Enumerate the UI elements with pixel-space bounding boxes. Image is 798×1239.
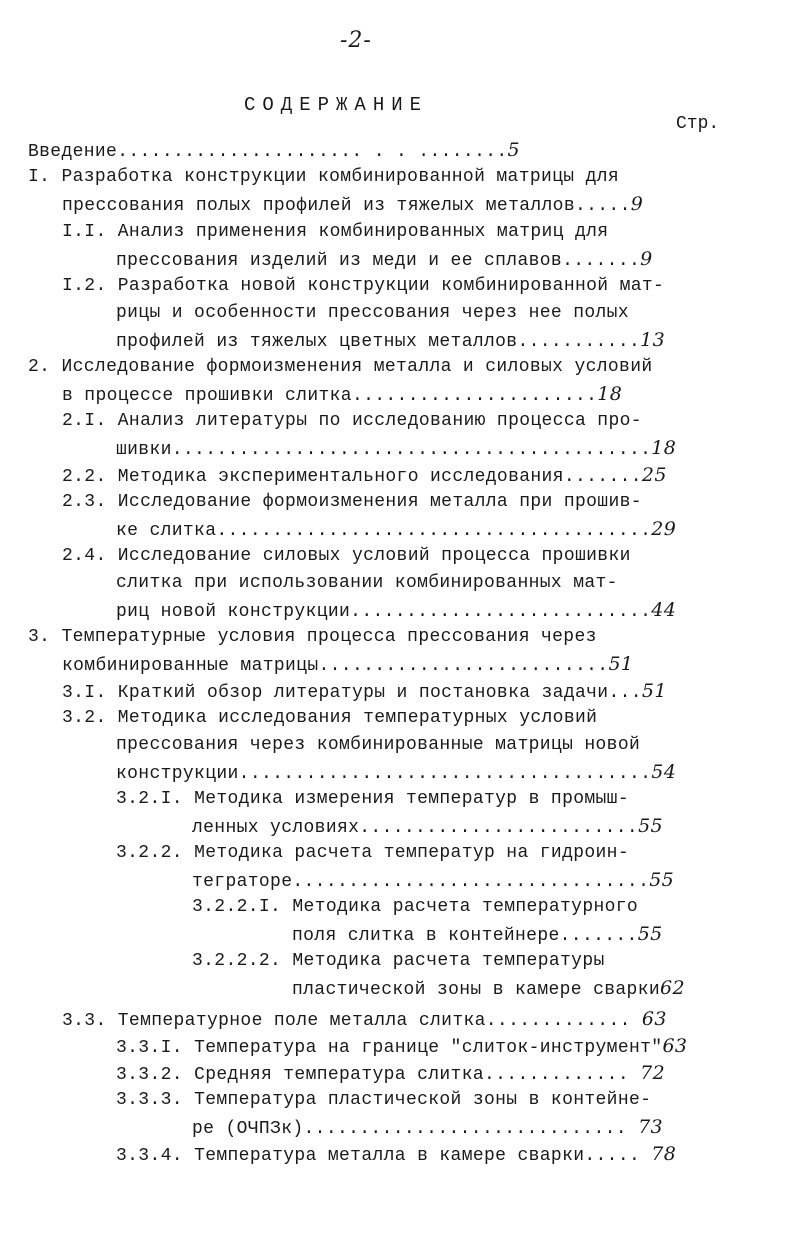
toc-page-number: 62 [660,977,685,999]
toc-page-number: 44 [651,599,677,621]
toc-entry-text: Температура пластической зоны в контейне- [194,1090,652,1110]
toc-line [116,1063,665,1085]
toc-page-number: 18 [651,437,677,459]
toc-line [62,465,667,487]
toc-line [62,546,631,566]
toc-entry-text: Температура на границе "слиток-инструмент" [194,1038,663,1058]
toc-entry-text: Разработка новой конструкции комбинированной мат- [117,276,665,296]
toc-section-number: 3.3. [62,1011,118,1031]
toc-line [116,843,629,863]
toc-line [116,303,629,323]
toc-entry-text: Методика экспериментального исследования....... [117,467,642,487]
toc-entry-text: конструкции..................................... [116,764,652,784]
toc-entry-text: слитка при использовании комбинированных мат- [116,573,618,593]
toc-section-number: 2.3. [62,492,118,512]
toc-line [116,330,665,352]
toc-section-number: 3.2.I. [116,789,195,809]
toc-line [192,897,638,917]
toc-line [192,1117,663,1139]
toc-line [116,438,676,460]
toc-section-number: 3.3.4. [116,1146,195,1166]
toc-line [28,167,619,187]
toc-line [28,357,653,377]
toc-line [292,924,663,946]
toc-line [116,762,676,784]
toc-line [192,951,605,971]
toc-page-number: 73 [638,1116,663,1138]
toc-section-number: 3.2. [62,708,118,728]
toc-line [116,249,653,271]
toc-entry-text: Разработка конструкции комбинированной матрицы для [61,167,620,187]
toc-section-number: 2.4. [62,546,118,566]
toc-entry-text: Исследование формоизменения металла и силовых условий [61,357,653,377]
toc-line [116,789,629,809]
toc-page-number: 5 [507,139,520,161]
toc-section-number: 3. [28,627,62,647]
toc-entry-text: в процессе прошивки слитка...................... [62,386,598,406]
toc-line [62,276,664,296]
toc-page-number: 13 [640,329,666,351]
toc-entry-text: прессования через комбинированные матрицы новой [116,735,641,755]
toc-entry-text: прессования полых профилей из тяжелых металлов..... [62,196,631,216]
toc-entry-text: ленных условиях......................... [192,818,639,838]
toc-page-number: 55 [638,815,663,837]
toc-entry-text: поля слитка в контейнере....... [292,926,638,946]
toc-line [62,654,633,676]
toc-line [28,140,520,162]
toc-entry-text: Краткий обзор литературы и постановка задачи... [117,683,642,703]
toc-entry-text: Методика расчета температуры [292,951,605,971]
toc-line [292,978,685,1000]
toc-entry-text: Средняя температура слитка............. [194,1065,641,1085]
toc-line [62,708,597,728]
toc-entry-text: Исследование формоизменения металла при прошив- [117,492,642,512]
toc-page-number: 78 [651,1143,677,1165]
toc-page-number: 18 [597,383,623,405]
toc-entry-text: шивки........................................... [116,440,652,460]
toc-page-number: 25 [641,464,667,486]
toc-line [192,816,663,838]
toc-section-number: 2.2. [62,467,118,487]
toc-entry-text: комбинированные матрицы.......................... [62,656,609,676]
toc-page-number: 9 [630,193,644,215]
toc-line [116,1036,687,1058]
toc-line [116,600,676,622]
toc-section-number: 3.3.I. [116,1038,195,1058]
toc-line [116,735,640,755]
toc-line [62,384,622,406]
toc-line [116,573,618,593]
toc-line [62,411,642,431]
toc-entry-text: Анализ применения комбинированных матриц для [117,222,609,242]
toc-entry-text: ре (ОЧПЗк)............................. [192,1119,639,1139]
toc-line [62,222,608,242]
toc-page-number: 63 [641,1008,667,1030]
toc-page-number: 72 [640,1062,666,1084]
toc-line [62,1009,667,1031]
toc-entry-text: Температура металла в камере сварки..... [194,1146,652,1166]
toc-entry-text: рицы и особенности прессования через нее полых [116,303,629,323]
toc-line [192,870,674,892]
toc-entry-text: Температурные условия процесса прессования через [61,627,597,647]
toc-section-number: 2. [28,357,62,377]
toc-section-number: I. [28,167,62,187]
toc-line [62,492,642,512]
toc-section-number: 2.I. [62,411,118,431]
toc-section-number: 3.2.2.2. [192,951,293,971]
toc-section-number: 3.3.2. [116,1065,195,1085]
toc-section-number: I.I. [62,222,118,242]
toc-entry-text: пластической зоны в камере сварки [292,980,661,1000]
toc-entry-text: Введение...................... . . ........ [28,142,508,162]
toc-section-number: 3.2.2.I. [192,897,293,917]
toc-entry-text: ке слитка....................................... [116,521,652,541]
toc-line [116,1144,676,1166]
toc-entry-text: Методика расчета температур на гидроин- [194,843,629,863]
toc-section-number: 3.3.3. [116,1090,195,1110]
toc-line [116,1090,651,1110]
toc-page-number: 29 [651,518,677,540]
toc-page-number: 55 [649,869,675,891]
toc-page-number: 63 [662,1035,688,1057]
toc-entry-text: Температурное поле металла слитка............. [117,1011,642,1031]
toc-page-number: 9 [640,248,653,270]
toc-entry-text: Исследование силовых условий процесса прошивки [117,546,631,566]
toc-section-number: I.2. [62,276,118,296]
toc-line [116,519,676,541]
toc-line [62,194,643,216]
toc-entry-text: риц новой конструкции........................... [116,602,652,622]
toc-entry-text: профилей из тяжелых цветных металлов........... [116,332,641,352]
page-column-label: Стр. [676,114,720,134]
toc-entry-text: Анализ литературы по исследованию процесса про- [117,411,642,431]
toc-page-number: 51 [608,653,634,675]
page-title: СОДЕРЖАНИЕ [244,94,429,116]
toc-line [28,627,597,647]
toc-page-number: 51 [641,680,667,702]
toc-section-number: 3.2.2. [116,843,195,863]
page-number: -2- [340,28,372,53]
toc-section-number: 3.I. [62,683,118,703]
toc-entry-text: прессования изделий из меди и ее сплавов....... [116,251,641,271]
toc-entry-text: Методика измерения температур в промыш- [194,789,629,809]
toc-entry-text: тегратope................................ [192,872,650,892]
toc-entry-text: Методика исследования температурных условий [117,708,598,728]
toc-entry-text: Методика расчета температурного [292,897,639,917]
toc-line [62,681,667,703]
toc-page-number: 55 [637,923,663,945]
toc-page-number: 54 [651,761,677,783]
